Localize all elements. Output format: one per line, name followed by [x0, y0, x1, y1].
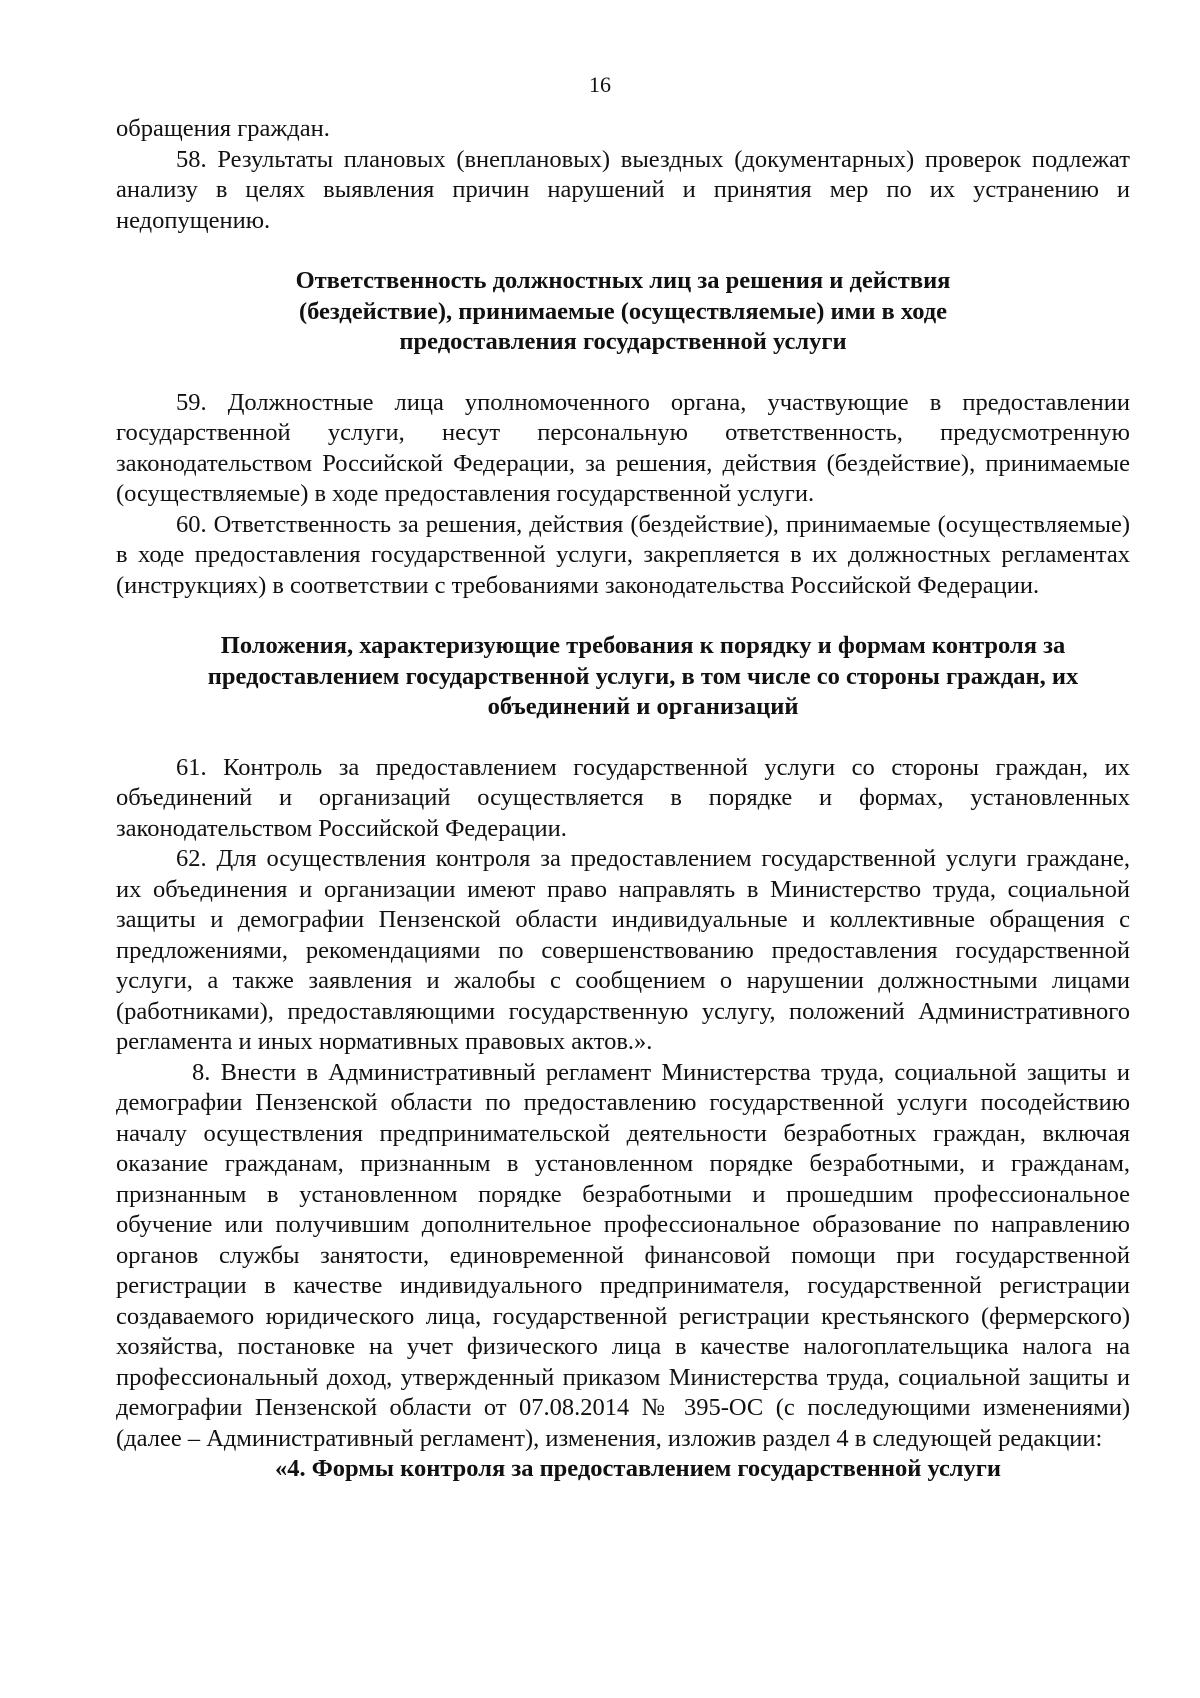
paragraph-59: 59. Должностные лица уполномоченного органа, участвующие в предоставлении государственной услуги, несут персональную ответственность, предусмотренную законодательством Российской Федерации, за решения, действия (бездействие), принимаемые (осуществляемые) в ходе предоставления государственной услуги.: [116, 388, 1130, 507]
paragraph-61: 61. Контроль за предоставлением государственной услуги со стороны граждан, их объединений и организаций осуществляется в порядке и формах, установленных законодательством Российской Федерации.: [116, 753, 1130, 842]
document-body: [116, 114, 1130, 1485]
heading-line: Положения, характеризующие требования к порядку и формам контроля за: [220, 632, 1066, 659]
heading-line: Ответственность должностных лиц за решения и действия: [295, 267, 951, 294]
paragraph-58: 58. Результаты плановых (внеплановых) выездных (документарных) проверок подлежат анализу в целях выявления причин нарушений и принятия мер по их устранению и недопущению.: [116, 145, 1130, 234]
paragraph-continuation: обращения граждан.: [116, 115, 330, 142]
heading-line: предоставлением государственной услуги, в том числе со стороны граждан, их: [207, 662, 1079, 690]
heading-line: объединений и организаций: [487, 693, 799, 720]
paragraph-60: 60. Ответственность за решения, действия (бездействие), принимаемые (осуществляемые) в ходе предоставления государственной услуги, закрепляется в их должностных регламентах (инструкциях) в соответствии с требованиями законодательства Российской Федерации.: [116, 510, 1130, 599]
paragraph-62: 62. Для осуществления контроля за предоставлением государственной услуги граждане, их объединения и организации имеют право направлять в Министерство труда, социальной защиты и демографии Пензенской области индивидуальные и коллективные обращения с предложениями, рекомендациями по совершенствованию предоставления государственной услуги, а также заявления и жалобы с сообщением о нарушении должностными лицами (работниками), предоставляющими государственную услугу, положений Административного регламента и иных нормативных правовых актов.».: [116, 845, 1130, 1055]
heading-line: (бездействие), принимаемые (осуществляемые) ими в ходе: [298, 297, 948, 325]
section-heading-control-forms: «4. Формы контроля за предоставлением государственной услуги: [274, 1455, 1002, 1482]
page-number: 16: [589, 72, 611, 97]
paragraph-8: 8. Внести в Административный регламент Министерства труда, социальной защиты и демографии Пензенской области по предоставлению государственной услуги посодействию началу осуществления предпринимательской деятельности безработных граждан, включая оказание гражданам, признанным в установленном порядке безработными, и гражданам, признанным в установленном порядке безработными и прошедшим профессиональное обучение или получившим дополнительное профессиональное образование по направлению органов службы занятости, единовременной финансовой помощи при государственной регистрации в качестве индивидуального предпринимателя, государственной регистрации создаваемого юридического лица, государственной регистрации крестьянского (фермерского) хозяйства, постановке на учет физического лица в качестве налогоплательщика налога на профессиональный доход, утвержденный приказом Министерства труда, социальной защиты и демографии Пензенской области от 07.08.2014 № 395-ОС (с последующими изменениями) (далее – Административный регламент), изменения, изложив раздел 4 в следующей редакции:: [116, 1058, 1130, 1452]
heading-line: предоставления государственной услуги: [399, 328, 847, 355]
section-heading-control-provisions: [116, 631, 1130, 723]
section-heading-responsibility: [116, 266, 1130, 358]
